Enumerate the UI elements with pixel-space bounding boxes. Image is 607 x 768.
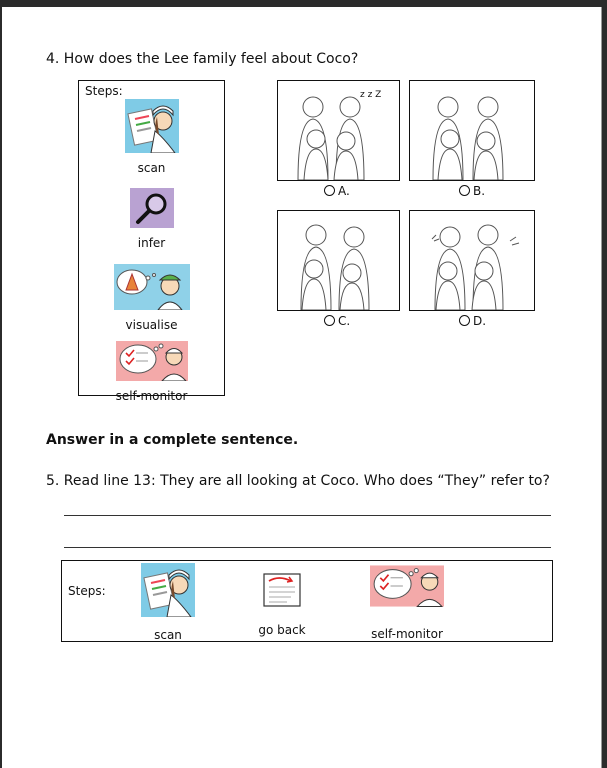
- step-label: self-monitor: [371, 627, 443, 641]
- self-monitor-icon: [370, 565, 444, 611]
- step-label: infer: [137, 236, 166, 250]
- answer-line[interactable]: [64, 515, 551, 516]
- answer-line[interactable]: [64, 547, 551, 548]
- angry-family-picture: [410, 211, 534, 310]
- step-visualise: [79, 264, 224, 332]
- option-a-picture[interactable]: [277, 80, 400, 181]
- question-4-steps-box: [78, 80, 225, 403]
- radio-circle-icon[interactable]: [459, 185, 470, 196]
- step-label: self-monitor: [115, 389, 188, 403]
- self-monitor-icon: [116, 341, 188, 385]
- visualise-icon: [114, 264, 190, 314]
- step-scan: [79, 99, 224, 175]
- option-b-label[interactable]: B.: [459, 184, 485, 198]
- radio-circle-icon[interactable]: [324, 185, 335, 196]
- option-d-label[interactable]: D.: [459, 314, 486, 328]
- surprised-family-picture: [278, 211, 399, 310]
- sleepy-family-picture: [278, 81, 399, 180]
- step-infer: [79, 188, 224, 250]
- question-4-text: 4. How does the Lee family feel about Coco?: [46, 51, 359, 67]
- step-self-monitor: [79, 341, 224, 403]
- question-5-text: 5. Read line 13: They are all looking at Coco. Who does “They” refer to?: [46, 473, 550, 489]
- step-go-back: [252, 573, 312, 637]
- steps-label: Steps:: [85, 84, 123, 98]
- option-c-label[interactable]: C.: [324, 314, 350, 328]
- step-label: visualise: [125, 318, 178, 332]
- option-a-label[interactable]: A.: [324, 184, 350, 198]
- option-c-picture[interactable]: [277, 210, 400, 311]
- steps-label: Steps:: [68, 584, 106, 598]
- radio-circle-icon[interactable]: [324, 315, 335, 326]
- option-b-picture[interactable]: [409, 80, 535, 181]
- zzz-text: z z Z: [360, 90, 382, 100]
- magnifier-icon: [130, 188, 174, 232]
- step-label: scan: [137, 161, 166, 175]
- step-scan: [140, 563, 196, 642]
- go-back-icon: [263, 573, 301, 611]
- option-d-picture[interactable]: [409, 210, 535, 311]
- sad-family-picture: [410, 81, 534, 180]
- step-label: go back: [258, 623, 306, 637]
- step-self-monitor: [362, 565, 452, 641]
- scan-icon: [125, 99, 179, 157]
- radio-circle-icon[interactable]: [459, 315, 470, 326]
- worksheet-page: [2, 7, 602, 768]
- step-label: scan: [154, 628, 182, 642]
- question-5-steps-box: [61, 560, 553, 642]
- answer-instruction: Answer in a complete sentence.: [46, 432, 299, 448]
- scan-icon: [141, 563, 195, 621]
